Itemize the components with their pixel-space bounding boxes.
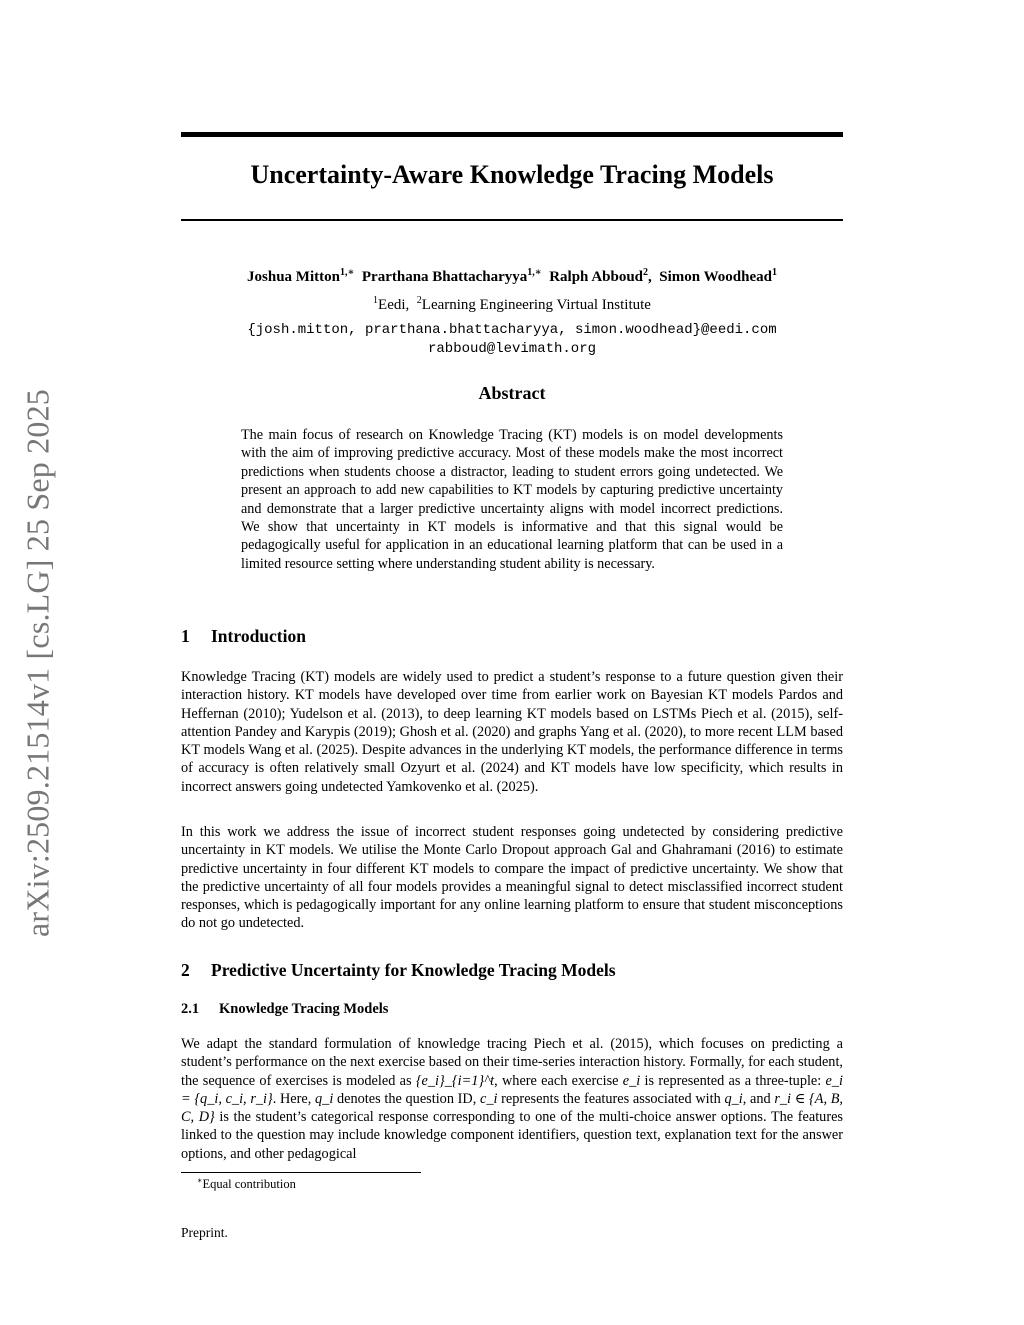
section-title: Predictive Uncertainty for Knowledge Tracing Models <box>211 960 616 980</box>
author-name: Joshua Mitton <box>247 269 340 285</box>
title-bottom-rule <box>181 219 843 221</box>
title-top-rule <box>181 132 843 137</box>
body-paragraph <box>181 1035 843 1163</box>
math-inline: e_i <box>622 1072 641 1089</box>
footnote-mark: ∗ <box>197 1176 203 1185</box>
section-number: 1 <box>181 626 190 646</box>
text-run: . Here, <box>272 1090 316 1107</box>
author-affiliation-mark: 1,∗ <box>527 267 542 278</box>
author-name: Simon Woodhead <box>659 269 772 285</box>
footnote-rule <box>181 1172 421 1173</box>
subsection-heading <box>181 1001 388 1018</box>
text-run: denotes the question ID, <box>333 1090 481 1107</box>
section-title: Introduction <box>211 626 306 646</box>
affiliation-name: Learning Engineering Virtual Institute <box>421 297 651 313</box>
affiliation-mark: 2 <box>416 295 422 306</box>
math-inline: q_i <box>724 1090 743 1107</box>
author-affiliation-mark: 1,∗ <box>339 267 355 278</box>
section-heading-introduction <box>181 626 306 647</box>
author-email-line: rabboud@levimath.org <box>427 341 597 357</box>
body-paragraph: Knowledge Tracing (KT) models are widely used to predict a student’s response to a future question given their interaction history. KT models have developed over time from earlier work on Bayesian KT models Pardos and Heffernan (2010); Yudelson et al. (2013), to deep learning KT models based on LSTMs Piech et al. (2015), self-attention Pandey and Karypis (2019); Ghosh et al. (2020) and graphs Yang et al. (2020), to more recent LLM based KT models Wang et al. (2025). Despite advances in the underlying KT models, the performance difference in terms of accuracy is often relatively small Ozyurt et al. (2024) and KT models have low specificity, which results in incorrect answers going undetected Yamkovenko et al. (2025). <box>181 669 843 795</box>
affiliation-mark: 1 <box>373 295 379 306</box>
text-run: , and <box>742 1090 775 1107</box>
arxiv-identifier: arXiv:2509.21514v1 [cs.LG] 25 Sep 2025 <box>19 389 56 937</box>
text-run: is the student’s categorical response corresponding to one of the multi-choice answer options. The features linked to the question may include knowledge component identifiers, question text, explanation text for the answer options, and other pedagogical <box>181 1109 843 1162</box>
subsection-number: 2.1 <box>181 1001 200 1017</box>
author-name: Ralph Abboud <box>549 269 644 285</box>
footnote-text: Equal contribution <box>202 1177 296 1192</box>
body-paragraph: In this work we address the issue of incorrect student responses going undetected by considering predictive uncertainty in KT models. We utilise the Monte Carlo Dropout approach Gal and Ghahramani (2016) to estimate predictive uncertainty in four different KT models to compare the impact of predictive uncertainty. We show that the predictive uncertainty of all four models provides a meaningful signal to detect misclassified incorrect student responses, which is pedagogically important for any online learning platform to ensure that student misconceptions do not go undetected. <box>181 824 843 932</box>
author-affiliation-mark: 2 <box>643 267 649 278</box>
author-affiliation-mark: 1 <box>771 267 777 278</box>
preprint-label: Preprint. <box>181 1225 228 1240</box>
math-inline: {e_i}_{i=1}^t <box>415 1072 495 1089</box>
text-run: We adapt the standard formulation of knowledge tracing Piech et al. (2015), which focuses on predicting a student’s performance on the next exercise based on their time-series interaction history. Formally, for each student, the sequence of exercises is modeled as <box>181 1036 843 1089</box>
author-email-line: {josh.mitton, prarthana.bhattacharyya, simon.woodhead}@eedi.com <box>247 322 777 338</box>
abstract-text: The main focus of research on Knowledge Tracing (KT) models is on model developments with the aim of improving predictive accuracy. Most of these models make the most incorrect predictions when students choose a distractor, leading to student errors going undetected. We present an approach to add new capabilities to KT models by capturing predictive uncertainty and demonstrate that a larger predictive uncertainty aligns with model incorrect predictions. We show that uncertainty in KT models is informative and that this signal would be pedagogically useful for application in an educational learning platform that can be used in a limited resource setting where understanding student ability is necessary. <box>241 427 783 572</box>
affiliations: $^1$Eedi, $^2$Learning Engineering Virtual Institute <box>373 295 651 313</box>
text-run: is represented as a three-tuple: <box>640 1072 826 1089</box>
footnote <box>197 1176 296 1192</box>
section-number: 2 <box>181 960 190 980</box>
math-inline: r_i ∈ {A, B, C, D} <box>181 1090 844 1126</box>
text-run: represents the features associated with <box>497 1090 725 1107</box>
paper-title: Uncertainty-Aware Knowledge Tracing Models <box>250 160 774 189</box>
text-run: , where each exercise <box>494 1072 623 1089</box>
subsection-title: Knowledge Tracing Models <box>219 1001 389 1017</box>
math-inline: e_i = {q_i, c_i, r_i} <box>181 1072 844 1107</box>
affiliation-name: Eedi <box>378 297 406 313</box>
math-inline: q_i <box>315 1090 334 1107</box>
author-list: Joshua Mitton$^{1,∗}$ Prarthana Bhattacharyya$^{1,∗}$ Ralph Abboud$^2$, Simon Woodhead$^1$ <box>247 267 777 285</box>
author-name: Prarthana Bhattacharyya <box>361 269 528 285</box>
abstract-heading: Abstract <box>478 383 546 403</box>
math-inline: c_i <box>480 1090 498 1107</box>
section-heading-predictive-uncertainty <box>181 960 616 981</box>
